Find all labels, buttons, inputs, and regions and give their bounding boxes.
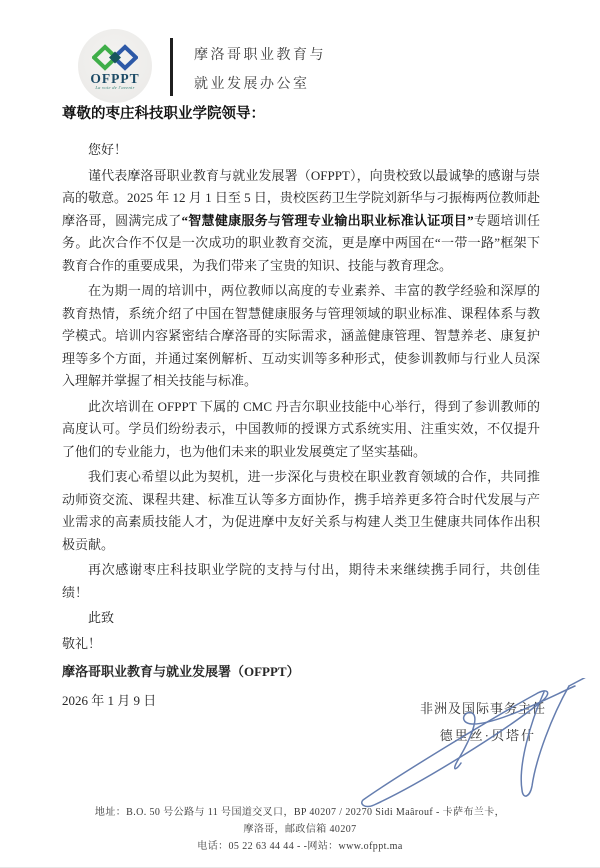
closing-jingli: 敬礼！ (62, 635, 102, 651)
paragraph-1-post: 专题培训任务。此次合作不仅是一次成功的职业教育交流，更是摩中两国在“一带一路”框架下教育合作的重要成果，为我们带来了宝贵的知识、技能与教育理念。 (62, 212, 540, 273)
footer (0, 804, 600, 855)
org-name-line2: 就业发展办公室 (194, 77, 310, 92)
ofppt-tagline: La voie de l'avenir (95, 84, 135, 90)
ofppt-logo (78, 29, 152, 103)
paragraph-2: 在为期一周的培训中，两位教师以高度的专业素养、丰富的教学经验和深厚的教育热情，系统介绍了中国在智慧健康服务与管理领域的职业标准、课程体系与教学模式。培训内容紧密结合摩洛哥的实际需求，涵盖健康管理、智慧养老、康复护理等多个方面，并通过案例解析、互动实训等多种形式，使参训教师与行业人员深入理解并掌握了相关技能与标准。 (62, 283, 540, 388)
paragraph-1 (62, 165, 540, 278)
footer-contact-line: 电话：05 22 63 44 44 - -网站：www.ofppt.ma (197, 841, 403, 852)
footer-address-line1: 地址：B.O. 50 号公路与 11 号国道交叉口，BP 40207 / 20270 Sidi Maârouf - 卡萨布兰卡， (94, 807, 506, 818)
ofppt-diamonds-icon (92, 44, 138, 71)
closing-cizhi: 此致 (88, 610, 115, 625)
ofppt-wordmark: OFPPT (90, 70, 140, 86)
footer-address-line2: 摩洛哥，邮政信箱 40207 (243, 824, 357, 835)
org-name-line1: 摩洛哥职业教育与 (194, 48, 326, 63)
letterhead-divider (170, 38, 173, 96)
signer-name: 德里丝·贝塔什 (439, 728, 536, 743)
greeting: 您好！ (88, 142, 128, 157)
closing-org-name: 摩洛哥职业教育与就业发展署（OFPPT） (62, 664, 300, 679)
paragraph-4: 我们衷心希望以此为契机，进一步深化与贵校在职业教育领域的合作，共同推动师资交流、课程共建、标准互认等多方面协作，携手培养更多符合时代发展与产业需求的高素质技能人才，为促进摩中友好关系与构建人类卫生健康共同体作出积极贡献。 (62, 469, 540, 552)
paragraph-1-bold-project-name: “智慧健康服务与管理专业输出职业标准认证项目” (181, 212, 474, 228)
salutation: 尊敬的枣庄科技职业学院领导： (62, 106, 265, 122)
paragraph-5: 再次感谢枣庄科技职业学院的支持与付出，期待未来继续携手同行，共创佳绩！ (62, 562, 540, 600)
closing-date: 2026 年 1 月 9 日 (62, 692, 157, 708)
paragraph-1-pre: 谨代表摩洛哥职业教育与就业发展署（OFPPT），向贵校致以最诚挚的感谢与崇高的敬意。2025 年 12 月 1 日至 5 日，贵校医药卫生学院刘新华与刁振梅两位教师赴摩洛哥，圆满完成了 (62, 167, 540, 228)
letter-body (62, 103, 540, 715)
signature-block (420, 701, 546, 744)
letterhead-org-name (194, 41, 326, 99)
paragraph-3: 此次培训在 OFPPT 下属的 CMC 丹吉尔职业技能中心举行，得到了参训教师的高度认可。学员们纷纷表示，中国教师的授课方式系统实用、注重实效，不仅提升了他们的专业能力，也为他们未来的职业发展奠定了坚实基础。 (62, 398, 540, 459)
signer-title: 非洲及国际事务主任 (419, 701, 546, 716)
